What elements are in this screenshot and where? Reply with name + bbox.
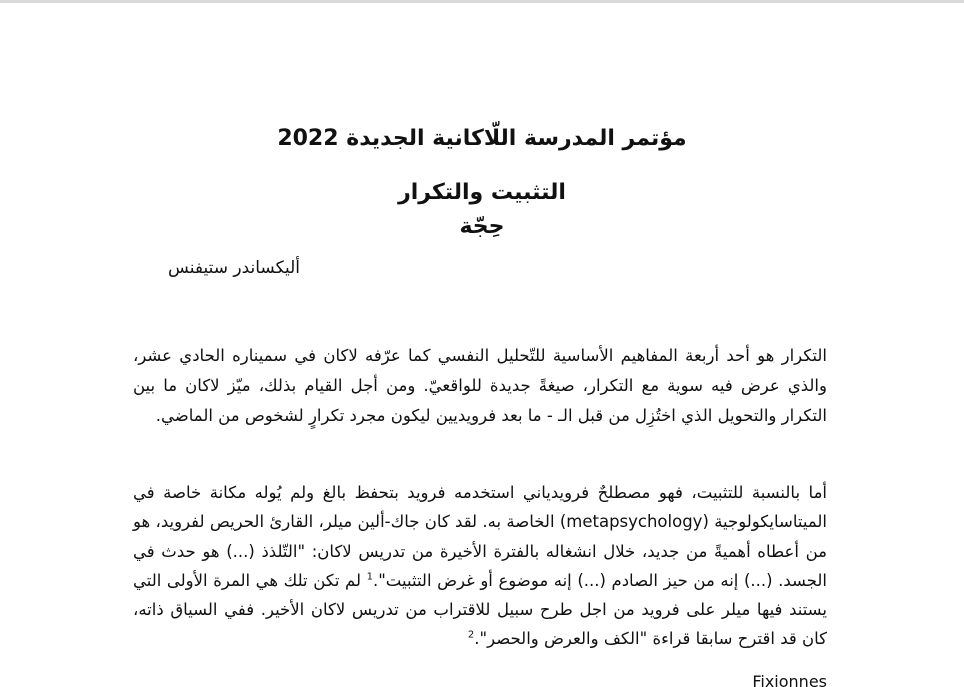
document-subtitle-secondary: حِجّة bbox=[459, 214, 505, 239]
paragraph-2-continuation: لم تكن تلك هي المرة الأولى التي يستند فيها ميلر على فرويد من اجل طرح سبيل للاقتراب من تدريس لاكان الأخير. ففي السياق ذاته، كان قد اقترح سابقا قراءة "الكف والعرض والحصر". bbox=[133, 570, 827, 649]
author-name: أليكساندر ستيفنس bbox=[168, 258, 300, 278]
footnote-marker-2[interactable]: 2 bbox=[467, 629, 475, 641]
paragraph-2 bbox=[133, 478, 827, 654]
paragraph-2-text: أما بالنسبة للتثبيت، فهو مصطلحٌ فرويدياني استخدمه فرويد بتحفظ بالغ ولم يُوله مكانة خاصة في الميتاسايكولوجية (metapsychology) الخاصة به. لقد كان جاك-ألين ميلر، القارئ الحريص لفرويد، هو من أعطاه أهميةً من جديد، خلال انشغاله بالفترة الأخيرة من تدريس لاكان: "التّلذذ (...) هو حدث في الجسد. (...) إنه من حيز الصادم (...) إنه موضوع أو غرض التثبيت". bbox=[133, 483, 828, 590]
document-subtitle: التثبيت والتكرار bbox=[398, 180, 566, 205]
conference-title: مؤتمر المدرسة اللّاكانية الجديدة 2022 bbox=[277, 126, 687, 151]
cutoff-text-line: Fixionnes bbox=[752, 672, 827, 687]
footnote-marker-1[interactable]: 1 bbox=[366, 571, 373, 583]
paragraph-1: التكرار هو أحد أربعة المفاهيم الأساسية للتّحليل النفسي كما عرّفه لاكان في سميناره الحادي عشر، والذي عرض فيه سوية مع التكرار، صيغةً جديدة للواقعيّ. ومن أجل القيام بذلك، ميّز لاكان ما بين التكرار والتحويل الذي اختُزِل من قبل الـ - ما بعد فرويديين ليكون مجرد تكرارٍ لشخوص من الماضي. bbox=[133, 346, 827, 425]
